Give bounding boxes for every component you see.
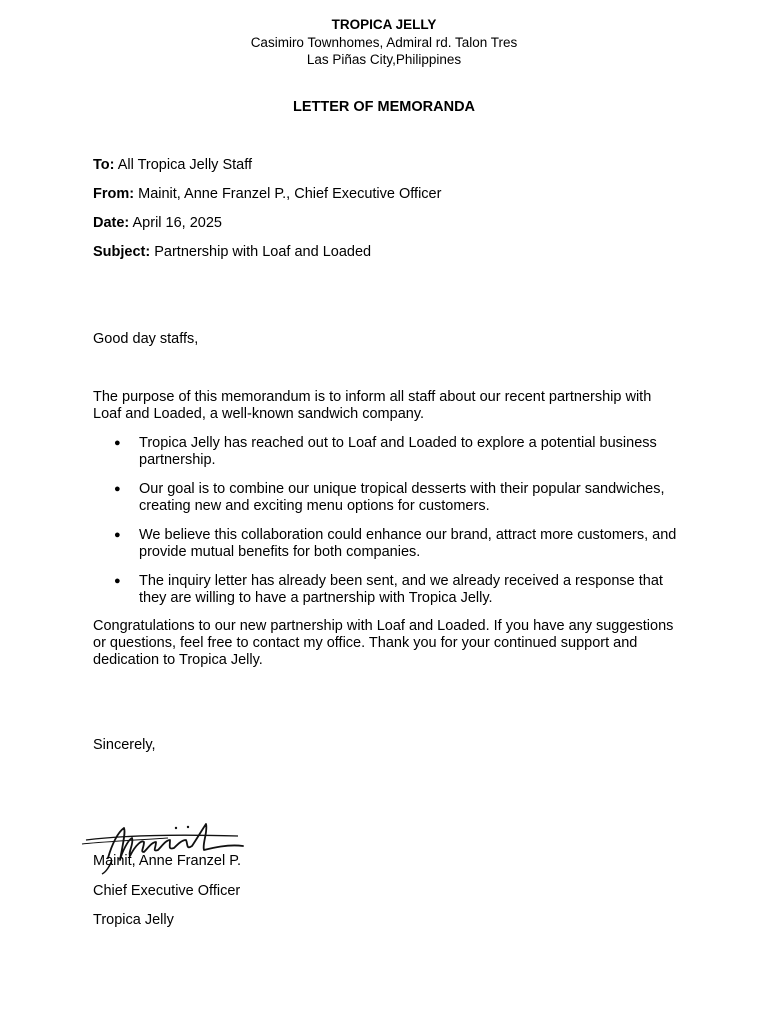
list-item: ● Our goal is to combine our unique tropical desserts with their popular sandwiches, creating new and exciting menu options for customers. [93, 481, 683, 515]
list-item: ● Tropica Jelly has reached out to Loaf and Loaded to explore a potential business partnership. [93, 435, 683, 469]
signature-image [78, 818, 253, 878]
address-line-1: Casimiro Townhomes, Admiral rd. Talon Tres [250, 35, 518, 50]
conclusion-paragraph: Congratulations to our new partnership with Loaf and Loaded. If you have any suggestions or questions, feel free to contact my office. Thank you for your continued support and dedication to Tropica Jelly. [93, 618, 674, 668]
subject-label: Subject: [93, 244, 151, 260]
company-name: TROPICA JELLY [331, 17, 437, 32]
list-item: ● We believe this collaboration could enhance our brand, attract more customers, and provide mutual benefits for both companies. [93, 527, 683, 561]
to-label: To: [93, 157, 115, 173]
bullet-list [93, 435, 683, 619]
intro-paragraph: The purpose of this memorandum is to inform all staff about our recent partnership with Loaf and Loaded, a well-known sandwich company. [93, 389, 652, 422]
to-field [93, 157, 252, 173]
from-field [93, 186, 441, 202]
salutation: Sincerely, [93, 737, 156, 753]
memo-title: LETTER OF MEMORANDA [292, 99, 476, 115]
date-field [93, 215, 222, 231]
list-item: ● The inquiry letter has already been sent, and we already received a response that they are willing to have a partnership with Tropica Jelly. [93, 573, 683, 607]
date-value: April 16, 2025 [132, 215, 222, 231]
date-label: Date: [93, 215, 130, 231]
address-line-2: Las Piñas City,Philippines [306, 52, 462, 67]
signatory-title: Chief Executive Officer [93, 883, 241, 899]
signatory-name: Mainit, Anne Franzel P. [93, 853, 242, 869]
subject-value: Partnership with Loaf and Loaded [154, 244, 372, 260]
greeting: Good day staffs, [93, 331, 199, 347]
to-value: All Tropica Jelly Staff [117, 157, 253, 173]
signatory-company: Tropica Jelly [93, 912, 174, 928]
from-value: Mainit, Anne Franzel P., Chief Executive Officer [138, 186, 442, 202]
subject-field [93, 244, 371, 260]
letterhead [0, 16, 768, 68]
from-label: From: [93, 186, 135, 202]
